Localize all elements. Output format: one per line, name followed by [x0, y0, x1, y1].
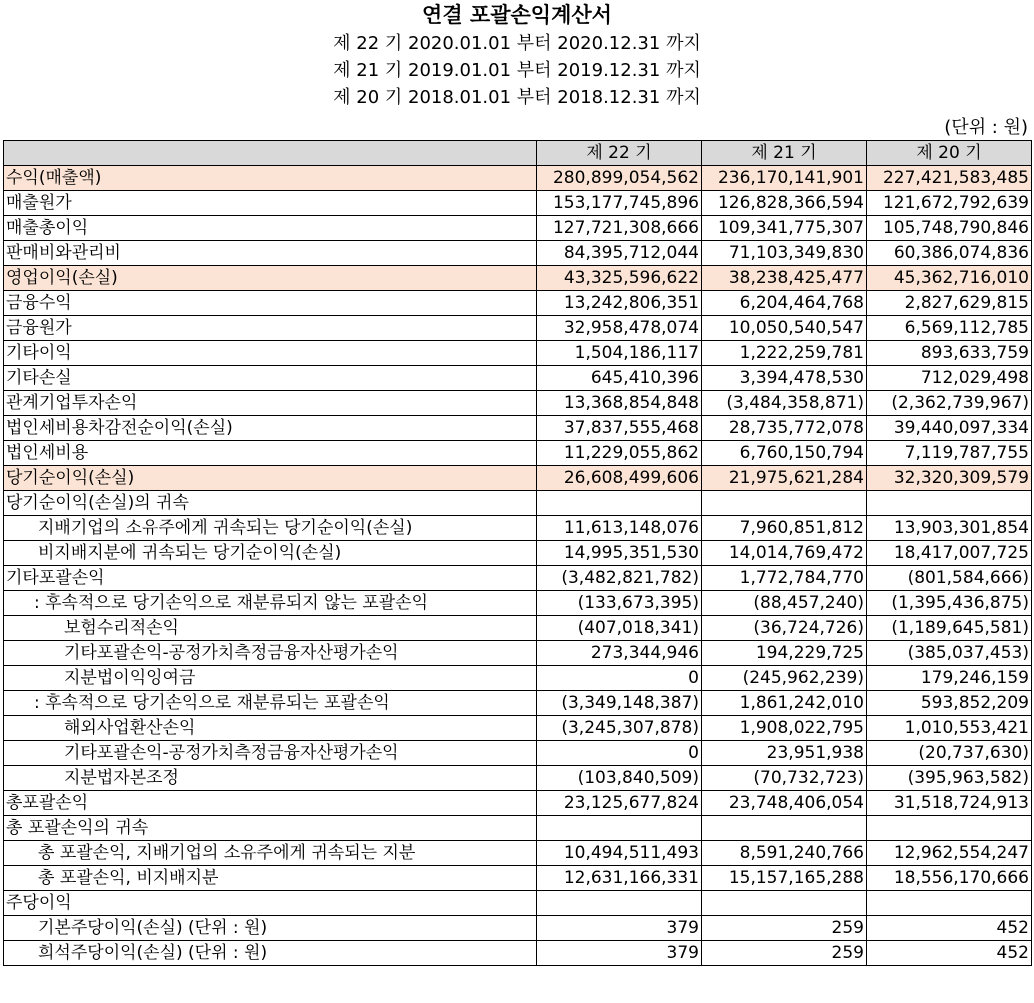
value-period-20: 7,119,787,755 — [867, 441, 1032, 466]
table-row — [4, 941, 1032, 966]
table-row — [4, 216, 1032, 241]
row-label: 영업이익(손실) — [4, 266, 537, 291]
row-label: 관계기업투자손익 — [4, 391, 537, 416]
table-row — [4, 641, 1032, 666]
row-label: 기타포괄손익-공정가치측정금융자산평가손익 — [4, 641, 537, 666]
table-row — [4, 916, 1032, 941]
value-period-21: 194,229,725 — [702, 641, 867, 666]
row-label: 기타포괄손익 — [4, 566, 537, 591]
value-period-21: 126,828,366,594 — [702, 191, 867, 216]
value-period-21: 6,760,150,794 — [702, 441, 867, 466]
table-row — [4, 441, 1032, 466]
value-period-21 — [702, 891, 867, 916]
value-period-21: 8,591,240,766 — [702, 841, 867, 866]
value-period-20: (1,395,436,875) — [867, 591, 1032, 616]
row-label: 총 포괄손익의 귀속 — [4, 816, 537, 841]
table-row — [4, 516, 1032, 541]
value-period-22: 273,344,946 — [537, 641, 702, 666]
value-period-22: 23,125,677,824 — [537, 791, 702, 816]
header-cell-period-22: 제 22 기 — [537, 141, 702, 166]
value-period-21: (88,457,240) — [702, 591, 867, 616]
value-period-21: 71,103,349,830 — [702, 241, 867, 266]
value-period-22: (3,245,307,878) — [537, 716, 702, 741]
table-row — [4, 741, 1032, 766]
row-label: 매출총이익 — [4, 216, 537, 241]
value-period-22: (3,349,148,387) — [537, 691, 702, 716]
value-period-22 — [537, 816, 702, 841]
row-label: 주당이익 — [4, 891, 537, 916]
value-period-20: 18,556,170,666 — [867, 866, 1032, 891]
value-period-20: 18,417,007,725 — [867, 541, 1032, 566]
value-period-20: 1,010,553,421 — [867, 716, 1032, 741]
value-period-21: 15,157,165,288 — [702, 866, 867, 891]
value-period-20: 179,246,159 — [867, 666, 1032, 691]
value-period-20: 45,362,716,010 — [867, 266, 1032, 291]
row-label: 희석주당이익(손실) (단위 : 원) — [4, 941, 537, 966]
period-line-20: 제 20 기 2018.01.01 부터 2018.12.31 까지 — [333, 87, 701, 108]
value-period-21: 1,908,022,795 — [702, 716, 867, 741]
value-period-22: 32,958,478,074 — [537, 316, 702, 341]
value-period-20: 712,029,498 — [867, 366, 1032, 391]
row-label: : 후속적으로 당기손익으로 재분류되지 않는 포괄손익 — [4, 591, 537, 616]
table-row — [4, 766, 1032, 791]
value-period-20: 452 — [867, 916, 1032, 941]
value-period-22: 379 — [537, 916, 702, 941]
value-period-21: 259 — [702, 941, 867, 966]
value-period-22: 379 — [537, 941, 702, 966]
value-period-21: (3,484,358,871) — [702, 391, 867, 416]
row-label: 매출원가 — [4, 191, 537, 216]
value-period-22: 280,899,054,562 — [537, 166, 702, 191]
table-row — [4, 591, 1032, 616]
value-period-21: 23,951,938 — [702, 741, 867, 766]
value-period-22: (3,482,821,782) — [537, 566, 702, 591]
row-label: 수익(매출액) — [4, 166, 537, 191]
table-row — [4, 491, 1032, 516]
value-period-20: (395,963,582) — [867, 766, 1032, 791]
value-period-21 — [702, 816, 867, 841]
value-period-22 — [537, 491, 702, 516]
value-period-21: 236,170,141,901 — [702, 166, 867, 191]
value-period-21: 28,735,772,078 — [702, 416, 867, 441]
period-line-22: 제 22 기 2020.01.01 부터 2020.12.31 까지 — [333, 33, 701, 54]
value-period-20: 2,827,629,815 — [867, 291, 1032, 316]
value-period-21: 23,748,406,054 — [702, 791, 867, 816]
value-period-20: 13,903,301,854 — [867, 516, 1032, 541]
table-row — [4, 366, 1032, 391]
table-row — [4, 166, 1032, 191]
value-period-21: 259 — [702, 916, 867, 941]
value-period-20: 593,852,209 — [867, 691, 1032, 716]
value-period-20: (1,189,645,581) — [867, 616, 1032, 641]
value-period-22: 11,613,148,076 — [537, 516, 702, 541]
row-label: 금융원가 — [4, 316, 537, 341]
row-label: 보험수리적손익 — [4, 616, 537, 641]
table-row — [4, 266, 1032, 291]
table-row — [4, 716, 1032, 741]
table-row — [4, 541, 1032, 566]
table-row — [4, 291, 1032, 316]
table-row — [4, 466, 1032, 491]
table-row — [4, 816, 1032, 841]
value-period-20 — [867, 816, 1032, 841]
document-header — [0, 0, 1034, 140]
row-label: 당기순이익(손실) — [4, 466, 537, 491]
value-period-21: 1,861,242,010 — [702, 691, 867, 716]
value-period-21: 1,772,784,770 — [702, 566, 867, 591]
value-period-20: 31,518,724,913 — [867, 791, 1032, 816]
value-period-22: 11,229,055,862 — [537, 441, 702, 466]
value-period-21: 10,050,540,547 — [702, 316, 867, 341]
table-row — [4, 566, 1032, 591]
value-period-22: 0 — [537, 666, 702, 691]
table-row — [4, 691, 1032, 716]
table-row — [4, 191, 1032, 216]
value-period-21: 14,014,769,472 — [702, 541, 867, 566]
table-row — [4, 616, 1032, 641]
row-label: 지배기업의 소유주에게 귀속되는 당기순이익(손실) — [4, 516, 537, 541]
value-period-20: 227,421,583,485 — [867, 166, 1032, 191]
value-period-20 — [867, 891, 1032, 916]
value-period-22: 10,494,511,493 — [537, 841, 702, 866]
table-row — [4, 891, 1032, 916]
value-period-20: 32,320,309,579 — [867, 466, 1032, 491]
row-label: 해외사업환산손익 — [4, 716, 537, 741]
row-label: 기타이익 — [4, 341, 537, 366]
value-period-20: 60,386,074,836 — [867, 241, 1032, 266]
value-period-21: 3,394,478,530 — [702, 366, 867, 391]
value-period-22: (407,018,341) — [537, 616, 702, 641]
value-period-21: (245,962,239) — [702, 666, 867, 691]
value-period-22: 26,608,499,606 — [537, 466, 702, 491]
value-period-22: 43,325,596,622 — [537, 266, 702, 291]
row-label: 지분법이익잉여금 — [4, 666, 537, 691]
value-period-21: 6,204,464,768 — [702, 291, 867, 316]
value-period-20: 105,748,790,846 — [867, 216, 1032, 241]
row-label: 당기순이익(손실)의 귀속 — [4, 491, 537, 516]
period-line-21: 제 21 기 2019.01.01 부터 2019.12.31 까지 — [333, 60, 701, 81]
table-body — [4, 166, 1032, 966]
value-period-20: (20,737,630) — [867, 741, 1032, 766]
table-row — [4, 316, 1032, 341]
value-period-20: 12,962,554,247 — [867, 841, 1032, 866]
table-row — [4, 241, 1032, 266]
page-title: 연결 포괄손익계산서 — [422, 3, 612, 27]
value-period-22: 13,242,806,351 — [537, 291, 702, 316]
table-row — [4, 666, 1032, 691]
value-period-22: 1,504,186,117 — [537, 341, 702, 366]
value-period-21: 109,341,775,307 — [702, 216, 867, 241]
value-period-22: 84,395,712,044 — [537, 241, 702, 266]
row-label: 기본주당이익(손실) (단위 : 원) — [4, 916, 537, 941]
value-period-20: 452 — [867, 941, 1032, 966]
value-period-22: (103,840,509) — [537, 766, 702, 791]
value-period-20: 6,569,112,785 — [867, 316, 1032, 341]
header-cell-label — [4, 141, 537, 166]
header-cell-period-20: 제 20 기 — [867, 141, 1032, 166]
row-label: 기타손실 — [4, 366, 537, 391]
row-label: 총포괄손익 — [4, 791, 537, 816]
row-label: 금융수익 — [4, 291, 537, 316]
value-period-22: 14,995,351,530 — [537, 541, 702, 566]
value-period-22: 37,837,555,468 — [537, 416, 702, 441]
table-row — [4, 341, 1032, 366]
value-period-20: 121,672,792,639 — [867, 191, 1032, 216]
row-label: 법인세비용차감전순이익(손실) — [4, 416, 537, 441]
value-period-22: 12,631,166,331 — [537, 866, 702, 891]
row-label: 비지배지분에 귀속되는 당기순이익(손실) — [4, 541, 537, 566]
value-period-21: 7,960,851,812 — [702, 516, 867, 541]
row-label: 판매비와관리비 — [4, 241, 537, 266]
row-label: 총 포괄손익, 비지배지분 — [4, 866, 537, 891]
value-period-20: 39,440,097,334 — [867, 416, 1032, 441]
table-row — [4, 416, 1032, 441]
value-period-22: (133,673,395) — [537, 591, 702, 616]
row-label: 총 포괄손익, 지배기업의 소유주에게 귀속되는 지분 — [4, 841, 537, 866]
value-period-22: 645,410,396 — [537, 366, 702, 391]
row-label: 지분법자본조정 — [4, 766, 537, 791]
value-period-22: 0 — [537, 741, 702, 766]
value-period-22 — [537, 891, 702, 916]
header-cell-period-21: 제 21 기 — [702, 141, 867, 166]
unit-label: (단위 : 원) — [944, 117, 1028, 138]
value-period-21: 21,975,621,284 — [702, 466, 867, 491]
value-period-22: 13,368,854,848 — [537, 391, 702, 416]
row-label: 법인세비용 — [4, 441, 537, 466]
table-row — [4, 841, 1032, 866]
value-period-21: (70,732,723) — [702, 766, 867, 791]
value-period-21: (36,724,726) — [702, 616, 867, 641]
value-period-21 — [702, 491, 867, 516]
value-period-20: 893,633,759 — [867, 341, 1032, 366]
value-period-22: 127,721,308,666 — [537, 216, 702, 241]
value-period-21: 1,222,259,781 — [702, 341, 867, 366]
table-row — [4, 866, 1032, 891]
value-period-20: (801,584,666) — [867, 566, 1032, 591]
value-period-20 — [867, 491, 1032, 516]
table-row — [4, 791, 1032, 816]
table-row — [4, 391, 1032, 416]
row-label: 기타포괄손익-공정가치측정금융자산평가손익 — [4, 741, 537, 766]
row-label: : 후속적으로 당기손익으로 재분류되는 포괄손익 — [4, 691, 537, 716]
income-statement-table — [3, 140, 1032, 966]
value-period-20: (385,037,453) — [867, 641, 1032, 666]
table-header-row — [4, 141, 1032, 166]
value-period-20: (2,362,739,967) — [867, 391, 1032, 416]
value-period-22: 153,177,745,896 — [537, 191, 702, 216]
value-period-21: 38,238,425,477 — [702, 266, 867, 291]
